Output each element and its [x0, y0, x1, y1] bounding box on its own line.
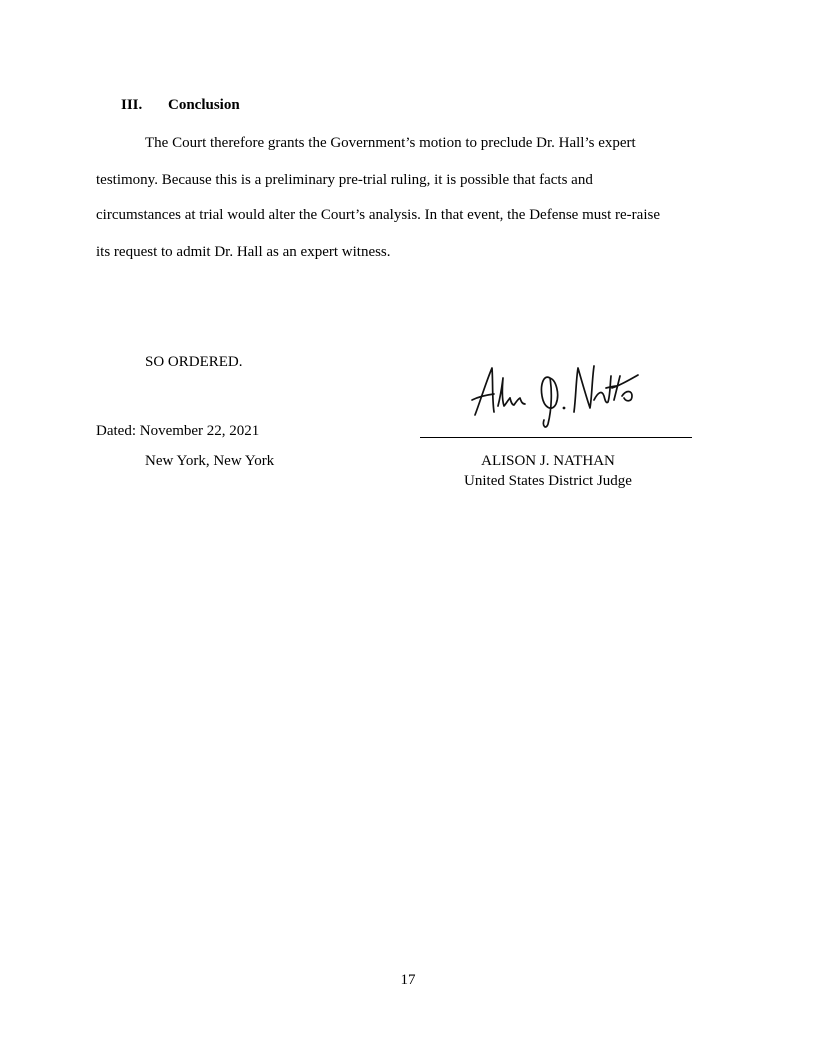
signature-icon [470, 360, 645, 432]
body-line-3: circumstances at trial would alter the Court’s analysis. In that event, the Defense must re-raise [96, 207, 660, 223]
judge-name: ALISON J. NATHAN [481, 453, 615, 469]
signature-line [420, 437, 692, 438]
dated-line: Dated: November 22, 2021 [96, 423, 260, 439]
page-number: 17 [400, 972, 416, 988]
body-line-4: its request to admit Dr. Hall as an expert witness. [96, 244, 391, 260]
body-line-2: testimony. Because this is a preliminary pre-trial ruling, it is possible that facts and [96, 172, 593, 188]
judge-title: United States District Judge [464, 473, 632, 489]
body-line-1: The Court therefore grants the Government’s motion to preclude Dr. Hall’s expert [145, 135, 636, 151]
location-line: New York, New York [145, 453, 275, 469]
section-number: III. [121, 97, 143, 113]
section-title: Conclusion [168, 97, 240, 113]
so-ordered-text: SO ORDERED. [145, 354, 243, 370]
